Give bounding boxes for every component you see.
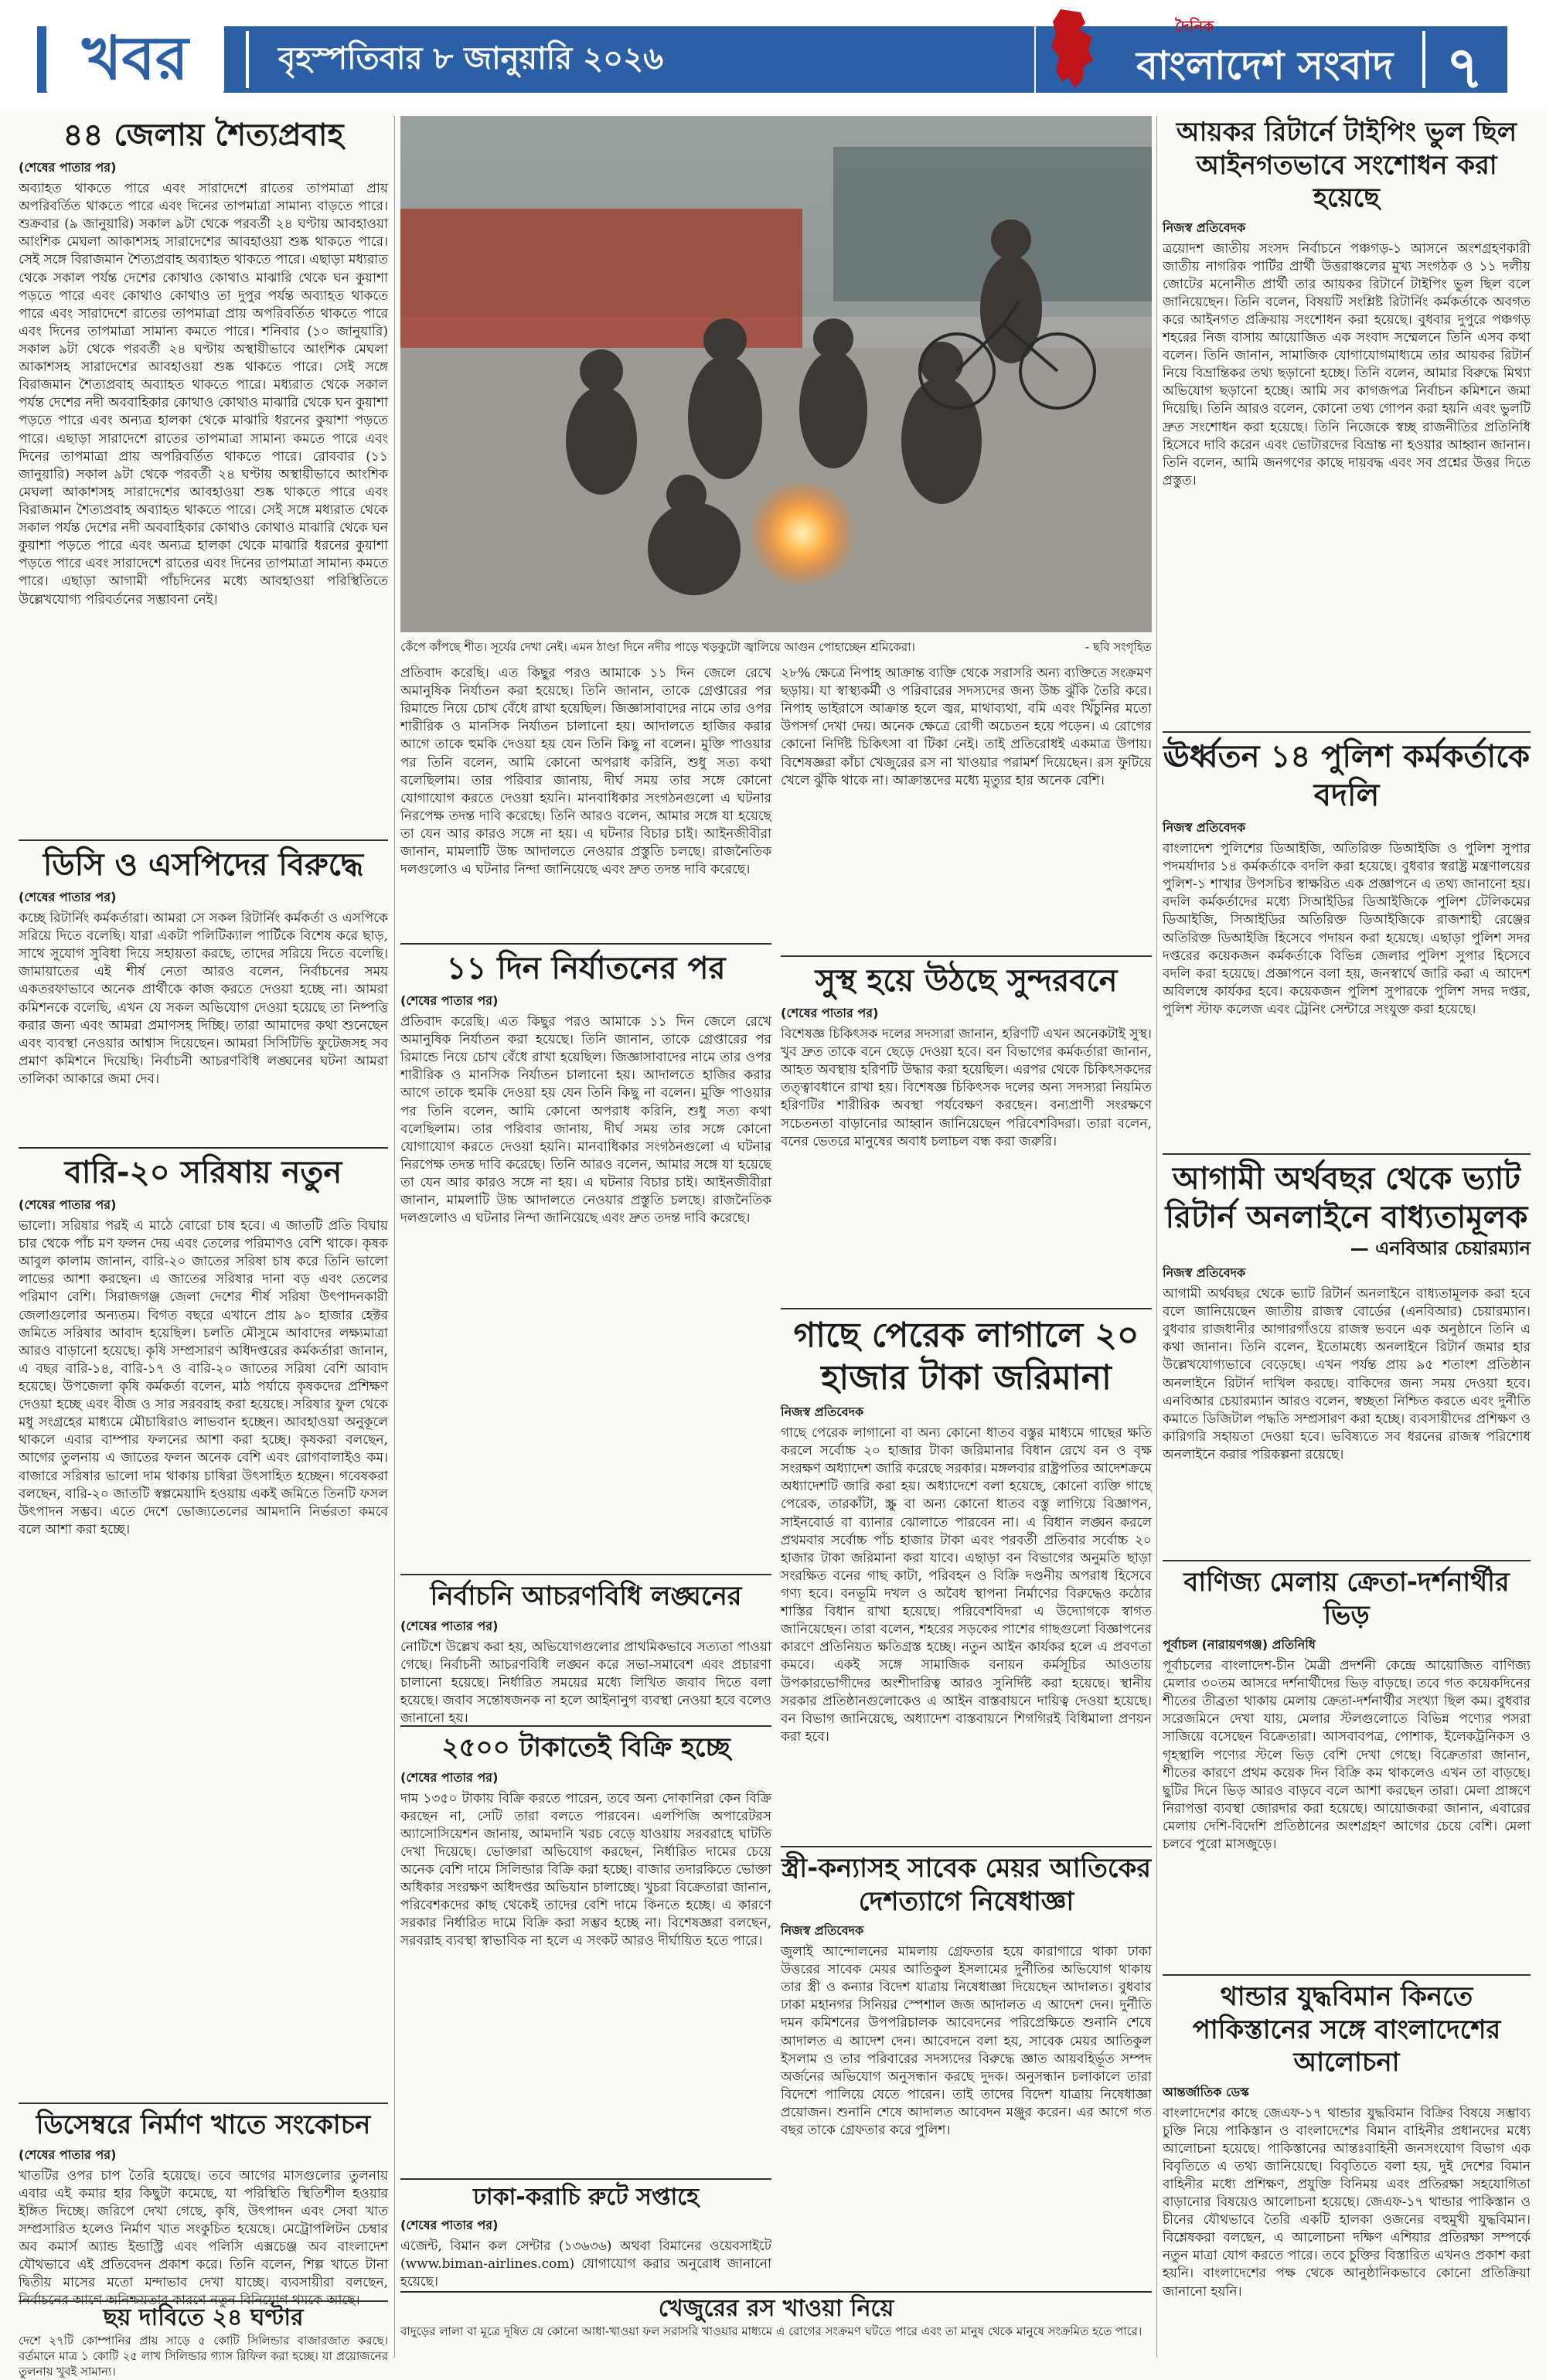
kicker: (শেষের পাতার পর) [400, 2217, 499, 2232]
article-nipah [781, 665, 1152, 951]
photo-caption: কেঁপে কাঁপছে শীত। সূর্যের দেখা নেই। এমন ঠাণ্ডা দিনে নদীর পাড়ে খড়কুটো জ্বালিয়ে আগুন পোহাচ্ছেন শ্রমিকেরা। [400, 640, 915, 654]
column-rule [1156, 116, 1157, 2358]
body-text: প্রতিবাদ করেছি। এত কিছুর পরও আমাকে ১১ দিন জেলে রেখে অমানুষিক নির্যাতন করা হয়েছে। তিনি জানান, তাকে গ্রেপ্তারের পর রিমান্ডে নিয়ে চোখ বেঁধে রাখা হয়েছিল। জিজ্ঞাসাবাদের নামে তার ওপর শারীরিক ও মানসিক নির্যাতন চালানো হয়। আদালতে হাজির করার আগে তাকে হুমকি দেওয়া হয় যেন তিনি কিছু না বলেন। মুক্তি পাওয়ার পর তিনি বলেন, আমি কোনো অপরাধ করিনি, শুধু সত্য কথা বলেছিলাম। তার পরিবার জানায়, দীর্ঘ সময় তার সঙ্গে কোনো যোগাযোগ করতে দেওয়া হয়নি। মানবাধিকার সংগঠনগুলো এ ঘটনার নিরপেক্ষ তদন্ত দাবি করেছে। তিনি আরও বলেন, আমার সঙ্গে যা হয়েছে তা যেন আর কারও সঙ্গে না হয়। এ ঘটনার বিচার চাই। আইনজীবীরা জানান, মামলাটি উচ্চ আদালতে নেওয়ার প্রস্তুতি চলছে। রাজনৈতিক দলগুলোও এ ঘটনার নিন্দা জানিয়েছে এবং দ্রুত তদন্ত দাবি করেছে। [400, 666, 771, 878]
article-date-juice [400, 2291, 1152, 2371]
headline-11-days: ১১ দিন নির্যাতনের পর [446, 951, 726, 986]
article-tree-fine [781, 1308, 1152, 1841]
kicker: (শেষের পাতার পর) [400, 1618, 499, 1633]
headline-byline: — এনবিআর চেয়ারম্যান [1350, 1238, 1531, 1259]
kicker: নিজস্ব প্রতিবেদক [781, 1405, 864, 1419]
headline-bari-mustard: বারি-২০ সরিষায় নতুন [64, 1155, 342, 1190]
headline-2500-taka: ২৫০০ টাকাতেই বিক্রি হচ্ছে [441, 1732, 730, 1763]
body-text: নোটিশে উল্লেখ করা হয়, অভিযোগগুলোর প্রাথমিকভাবে সত্যতা পাওয়া গেছে। নির্বাচনী আচরণবিধি লঙ্ঘন করে সভা-সমাবেশ এবং প্রচারণা চালানো হয়েছে। নির্ধারিত সময়ের মধ্যে লিখিত জবাব দিতে বলা হয়েছে। জবাব সন্তোষজনক না হলে আইনানুগ ব্যবস্থা নেওয়া হবে বলেও জানানো হয়। [400, 1639, 771, 1726]
headline-dc-sp: ডিসি ও এসপিদের বিরুদ্ধে [43, 847, 364, 883]
headline-cold-wave: ৪৪ জেলায় শৈত্যপ্রবাহ [63, 117, 344, 153]
article-dc-sp [19, 839, 388, 1141]
page-number: ৭ [1446, 33, 1484, 102]
issue-date: বৃহস্পতিবার ৮ জানুয়ারি ২০২৬ [278, 41, 664, 77]
headline-construction: ডিসেম্বরে নির্মাণ খাতে সংকোচন [36, 2109, 371, 2140]
body-text: বাংলাদেশ পুলিশের ডিআইজি, অতিরিক্ত ডিআইজি ও পুলিশ সুপার পদমর্যাদার ১৪ কর্মকর্তাকে বদলি করা হয়েছে। বুধবার স্বরাষ্ট্র মন্ত্রণালয়ের পুলিশ-১ শাখার উপসচিব স্বাক্ষরিত এক প্রজ্ঞাপনে এ তথ্য জানানো হয়। বদলি কর্মকর্তাদের মধ্যে সিআইডির ডিআইজিকে পুলিশ টেলিকমের ডিআইজি, সিআইডির অতিরিক্ত ডিআইজিকে রাজশাহী রেঞ্জের অতিরিক্ত ডিআইজি হিসেবে পদায়ন করা হয়েছে। এছাড়া পুলিশ সদর দপ্তরের কয়েকজন কর্মকর্তাকে বিভিন্ন জেলার পুলিশ সুপার হিসেবে বদলি করা হয়েছে। প্রজ্ঞাপনে বলা হয়, জনস্বার্থে জারি করা এ আদেশ অবিলম্বে কার্যকর হবে। কয়েকজন পুলিশ সুপারকে পুলিশ সদর দপ্তর, পুলিশ স্টাফ কলেজ এবং ট্রেনিং সেন্টারে সংযুক্ত করা হয়েছে। [1163, 841, 1531, 1017]
kicker: (শেষের পাতার পর) [781, 1006, 879, 1020]
body-text: বাদুড়ের লালা বা মূত্রে দূষিত যে কোনো আধা-খাওয়া ফল সরাসরি খাওয়ার মাধ্যমে এ রোগের সংক্রমণ ঘটতে পারে এবং তা মানুষ থেকে মানুষে সংক্রমিত হতে পারে। [400, 2324, 1142, 2338]
headline-tax-return: আয়কর রিটার্নে টাইপিং ভুল ছিল আইনগতভাবে সংশোধন করা হয়েছে [1176, 117, 1517, 213]
page-separator [1422, 31, 1425, 88]
photo-credit: - ছবি সংগৃহিত [1085, 640, 1152, 654]
kicker: নিজস্ব প্রতিবেদক [1163, 1265, 1246, 1280]
headline-sundarban: সুস্থ হয়ে উঠছে সুন্দরবনে [815, 963, 1118, 999]
body-text: ভালো। সরিষার পরই এ মাঠে বোরো চাষ হবে। এ জাতটি প্রতি বিঘায় চার থেকে পাঁচ মণ ফলন দেয় এবং তেলের পরিমাণও বেশি থাকে। কৃষক আবুল কালাম জানান, বারি-২০ জাতের সরিষা চাষ করে তিনি ভালো লাভের আশা করছেন। এ জাতের সরিষার দানা বড় এবং তেলের পরিমাণ বেশি। সিরাজগঞ্জ জেলা দেশের শীর্ষ সরিষা উৎপাদনকারী জেলাগুলোর অন্যতম। বিগত বছরে এখানে প্রায় ৯০ হাজার হেক্টর জমিতে সরিষার আবাদ হয়েছিল। চলতি মৌসুমে আবাদের লক্ষ্যমাত্রা আরও বাড়ানো হয়েছে। কৃষি সম্প্রসারণ অধিদপ্তরের কর্মকর্তারা জানান, এ বছর বারি-১৪, বারি-১৭ ও বারি-২০ জাতের সরিষা বেশি আবাদ হয়েছে। উপজেলা কৃষি কর্মকর্তা বলেন, মাঠ পর্যায়ে কৃষকদের প্রশিক্ষণ দেওয়া হচ্ছে এবং বীজ ও সার সরবরাহ করা হয়েছে। সরিষার ফুল থেকে মধু সংগ্রহের মাধ্যমে মৌচাষিরাও লাভবান হচ্ছেন। আবহাওয়া অনুকূলে থাকলে এবার বাম্পার ফলনের আশা করা হচ্ছে। কৃষকরা বলছেন, আগের তুলনায় এ জাতের ফলন অনেক বেশি এবং রোগবালাইও কম। বাজারে সরিষার ভালো দাম থাকায় চাষিরা উৎসাহিত হচ্ছেন। গবেষকরা বলছেন, বারি-২০ জাতটি স্বল্পমেয়াদি হওয়ায় একই জমিতে তিনটি ফসল উৎপাদন সম্ভব। এতে দেশে ভোজ্যতেলের আমদানি নির্ভরতা কমবে বলে আশা করা হচ্ছে। [19, 1218, 388, 1537]
brand-name: বাংলাদেশ সংবাদ [1136, 43, 1394, 88]
news-photo [400, 116, 1152, 632]
photo-caption-row [400, 637, 1152, 657]
kicker: নিজস্ব প্রতিবেদক [781, 1923, 864, 1938]
kicker: আন্তর্জাতিক ডেস্ক [1163, 2084, 1249, 2099]
article-construction [19, 2103, 388, 2309]
article-police-transfer [1163, 731, 1531, 1149]
kicker: নিজস্ব প্রতিবেদক [1163, 220, 1246, 235]
body-text: দাম ১৩৫০ টাকায় বিক্রি করতে পারেন, তবে অন্য দোকানিরা কেন বিক্রি করছেন না, সেটি তারা বলতে পারবেন। এলপিজি অপারেটরস অ্যাসোসিয়েশন জানায়, আমদানি খরচ বেড়ে যাওয়ায় সরবরাহে ঘাটতি দেখা দিয়েছে। ভোক্তারা অভিযোগ করছেন, নির্ধারিত দামের চেয়ে অনেক বেশি দামে সিলিন্ডার বিক্রি করা হচ্ছে। বাজার তদারকিতে ভোক্তা অধিকার সংরক্ষণ অধিদপ্তর অভিযান চালাচ্ছে। খুচরা বিক্রেতারা জানান, পরিবেশকদের কাছ থেকেই তাদের বেশি দামে কিনতে হচ্ছে। এ কারণে সরকার নির্ধারিত দামে বিক্রি করা সম্ভব হচ্ছে না। বিশেষজ্ঞরা বলছেন, সরবরাহ ব্যবস্থা স্বাভাবিক না হলে এ সংকট আরও দীর্ঘায়িত হতে পারে। [400, 1790, 771, 1949]
headline-tree-fine: গাছে পেরেক লাগালে ২০ হাজার টাকা জরিমানা [793, 1316, 1139, 1398]
body-text: দেশে ২৭টি কোম্পানির প্রায় সাড়ে ৫ কোটি সিলিন্ডার বাজারজাত করছে। বর্তমানে মাত্র ১ কোটি ২৫ লাখ সিলিন্ডার গ্যাস রিফিল করা হচ্ছে। যা প্রয়োজনের তুলনায় খুবই সামান্য। [19, 2333, 388, 2379]
headline-trade-fair: বাণিজ্য মেলায় ক্রেতা-দর্শনার্থীর ভিড় [1183, 1567, 1510, 1631]
brand-daily-label: দৈনিক [1175, 17, 1214, 36]
newspaper-brand [1082, 11, 1394, 96]
body-text: গাছে পেরেক লাগানো বা অন্য কোনো ধাতব বস্তুর মাধ্যমে গাছের ক্ষতি করলে সর্বোচ্চ ২০ হাজার টাকা জরিমানার বিধান রেখে বন ও বৃক্ষ সংরক্ষণ অধ্যাদেশ জারি করেছে সরকার। মঙ্গলবার রাষ্ট্রপতির আদেশক্রমে অধ্যাদেশটি জারি করা হয়। অধ্যাদেশে বলা হয়েছে, কোনো ব্যক্তি গাছে পেরেক, তারকাঁটা, স্ক্রু বা অন্য কোনো ধাতব বস্তু লাগিয়ে বিজ্ঞাপন, সাইনবোর্ড বা ব্যানার ঝোলাতে পারবেন না। এ বিধান লঙ্ঘন করলে প্রথমবার সর্বোচ্চ পাঁচ হাজার টাকা এবং পরবর্তী প্রতিবার সর্বোচ্চ ২০ হাজার টাকা জরিমানা করা যাবে। এছাড়া বন বিভাগের অনুমতি ছাড়া সংরক্ষিত বনের গাছ কাটা, পরিবহন ও বিক্রি দণ্ডনীয় অপরাধ হিসেবে গণ্য হবে। বনভূমি দখল ও অবৈধ স্থাপনা নির্মাণের বিরুদ্ধেও কঠোর শাস্তির বিধান রাখা হয়েছে। পরিবেশবিদরা এ উদ্যোগকে স্বাগত জানিয়েছেন। তারা বলেন, শহরের সড়কের পাশের গাছগুলো বিজ্ঞাপনের কারণে প্রতিনিয়ত ক্ষতিগ্রস্ত হচ্ছে। নতুন আইন কার্যকর হলে এ প্রবণতা কমবে। একই সঙ্গে সামাজিক বনায়ন কর্মসূচির আওতায় উপকারভোগীদের অংশীদারিত্ব আরও সুনির্দিষ্ট করা হয়েছে। স্থানীয় সরকার প্রতিষ্ঠানগুলোকেও এ আইন বাস্তবায়নে দায়িত্ব দেওয়া হয়েছে। বন বিভাগ জানিয়েছে, অধ্যাদেশ বাস্তবায়নে শিগগিরই বিধিমালা প্রণয়ন করা হবে। [781, 1425, 1152, 1745]
body-text: প্রতিবাদ করেছি। এত কিছুর পরও আমাকে ১১ দিন জেলে রেখে অমানুষিক নির্যাতন করা হয়েছে। তিনি জানান, তাকে গ্রেপ্তারের পর রিমান্ডে নিয়ে চোখ বেঁধে রাখা হয়েছিল। জিজ্ঞাসাবাদের নামে তার ওপর শারীরিক ও মানসিক নির্যাতন চালানো হয়। আদালতে হাজির করার আগে তাকে হুমকি দেওয়া হয় যেন তিনি কিছু না বলেন। মুক্তি পাওয়ার পর তিনি বলেন, আমি কোনো অপরাধ করিনি, শুধু সত্য কথা বলেছিলাম। তার পরিবার জানায়, দীর্ঘ সময় তার সঙ্গে কোনো যোগাযোগ করতে দেওয়া হয়নি। মানবাধিকার সংগঠনগুলো এ ঘটনার নিরপেক্ষ তদন্ত দাবি করেছে। তিনি আরও বলেন, আমার সঙ্গে যা হয়েছে তা যেন আর কারও সঙ্গে না হয়। এ ঘটনার বিচার চাই। আইনজীবীরা জানান, মামলাটি উচ্চ আদালতে নেওয়ার প্রস্তুতি চলছে। রাজনৈতিক দলগুলোও এ ঘটনার নিন্দা জানিয়েছে এবং দ্রুত তদন্ত দাবি করেছে। [400, 1014, 771, 1227]
body-text: এজেন্ট, বিমান কল সেন্টার (১৩৬৩৬) অথবা বিমানের ওয়েবসাইটে (www.biman-airlines.com) যোগাযোগ করার অনুরোধ জানানো হয়েছে। [400, 2238, 771, 2290]
headline-24-hours: ছয় দাবিতে ২৪ ঘণ্টার [103, 2304, 304, 2331]
article-cold-wave [19, 116, 388, 835]
body-text: খাতটির ওপর চাপ তৈরি হয়েছে। তবে আগের মাসগুলোর তুলনায় এবার এই কমার হার কিছুটা কমেছে, যা পরিস্থিতি স্থিতিশীল হওয়ার ইঙ্গিত দিচ্ছে। জরিপে দেখা গেছে, কৃষি, উৎপাদন এবং সেবা খাত সম্প্রসারিত হলেও নির্মাণ খাত সংকুচিত হয়েছে। মেট্রোপলিটন চেম্বার অব কমার্স অ্যান্ড ইন্ডাস্ট্রি এবং পলিসি এক্সচেঞ্জ অব বাংলাদেশ যৌথভাবে এই প্রতিবেদন প্রকাশ করে। তিনি বলেন, শিল্প খাতে টানা দ্বিতীয় মাসের মতো মন্দাভাব দেখা যাচ্ছে। ব্যবসায়ীরা বলছেন, নির্বাচনের আগে অনিশ্চয়তার কারণে নতুন বিনিয়োগ থমকে আছে। [19, 2167, 388, 2309]
body-text: বিশেষজ্ঞ চিকিৎসক দলের সদস্যরা জানান, হরিণটি এখন অনেকটাই সুস্থ। খুব দ্রুত তাকে বনে ছেড়ে দেওয়া হবে। বন বিভাগের কর্মকর্তারা জানান, আহত অবস্থায় হরিণটি উদ্ধার করা হয়েছিল। এরপর থেকে চিকিৎসকদের তত্ত্বাবধানে রাখা হয়। বিশেষজ্ঞ চিকিৎসক দলের অন্য সদস্যরা নিয়মিত হরিণটির শারীরিক অবস্থা পর্যবেক্ষণ করছেন। বন্যপ্রাণী সংরক্ষণে সচেতনতা বাড়ানোর আহ্বান জানিয়েছেন পরিবেশবিদরা। তারা বলেন, বনের ভেতরে মানুষের অবাধ চলাচল বন্ধ করা জরুরি। [781, 1027, 1152, 1149]
masthead-separator [246, 31, 249, 88]
body-text: জুলাই আন্দোলনের মামলায় গ্রেফতার হয়ে কারাগারে থাকা ঢাকা উত্তরের সাবেক মেয়র আতিকুল ইসলামের দুর্নীতির অভিযোগ থাকায় তার স্ত্রী ও কন্যার বিদেশ যাত্রায় নিষেধাজ্ঞা দিয়েছেন আদালত। বুধবার ঢাকা মহানগর সিনিয়র স্পেশাল জজ আদালত এ আদেশ দেন। দুর্নীতি দমন কমিশনের উপপরিচালক আবেদনের পরিপ্রেক্ষিতে শুনানি শেষে আদালত এ আদেশ দেন। আবেদনে বলা হয়, সাবেক মেয়র আতিকুল ইসলাম ও তার পরিবারের সদস্যদের বিরুদ্ধে জ্ঞাত আয়বহির্ভূত সম্পদ অর্জনের অভিযোগ অনুসন্ধান করছে দুদক। অনুসন্ধান চলাকালে তারা বিদেশে পালিয়ে যেতে পারেন। তাই তাদের বিদেশ যাত্রায় নিষেধাজ্ঞা প্রয়োজন। শুনানি শেষে আদালত আবেদন মঞ্জুর করেন। এর আগে গত বছর তাকে গ্রেফতার করে পুলিশ। [781, 1944, 1152, 2139]
article-11-days [400, 943, 771, 1569]
body-text: কচ্ছে রিটার্নিং কর্মকর্তারা। আমরা সে সকল রিটার্নিং কর্মকর্তা ও এসপিকে সরিয়ে দিতে বলেছি। যারা একটা পলিটিক্যাল পার্টিকে বিশেষ করে ছাড়, সাথে সুযোগ সুবিধা দিয়ে সহায়তা করছে, তাদের সরিয়ে দিতে বলেছি। জামায়াতের এই শীর্ষ নেতা আরও বলেন, নির্বাচনের সময় একতরফাভাবে অনেক প্রার্থীকে কাজ করতে দেওয়া হচ্ছে না। আমরা কমিশনকে বলেছি, এখন যে সকল অভিযোগ দেওয়া হয়েছে তা নিষ্পত্তি করার জন্য এবং আমরা প্রমাণসহ দিচ্ছি। তারা আমাদের কথা শুনেছেন এবং ব্যবস্থা নেওয়ার আশ্বাস দিয়েছেন। আমরা সিসিটিভি ফুটেজসহ সব প্রমাণ কমিশনে দিয়েছি। নির্বাচনী আচরণবিধি লঙ্ঘনের ঘটনা আমরা তালিকা আকারে জমা দেব। [19, 911, 388, 1087]
headline-thunder-jets: থান্ডার যুদ্ধবিমান কিনতে পাকিস্তানের সঙ্গে বাংলাদেশের আলোচনা [1192, 1981, 1501, 2078]
article-continuation [400, 665, 771, 935]
kicker: (শেষের পাতার পর) [400, 1769, 499, 1785]
article-2500-taka [400, 1725, 771, 2174]
article-24-hours [19, 2300, 388, 2379]
body-text: আগামী অর্থবছর থেকে ভ্যাট রিটার্ন অনলাইনে বাধ্যতামূলক করা হবে বলে জানিয়েছেন জাতীয় রাজস্ব বোর্ডের (এনবিআর) চেয়ারম্যান। বুধবার রাজধানীর আগারগাঁওয়ে রাজস্ব ভবনে এক অনুষ্ঠানে তিনি এ কথা জানান। তিনি বলেন, ইতোমধ্যে অনলাইনে রিটার্ন জমার হার উল্লেখযোগ্যভাবে বেড়েছে। এখন পর্যন্ত প্রায় ৯৫ শতাংশ প্রতিষ্ঠান অনলাইনে রিটার্ন দাখিল করছে। বাকিদের জন্য সময় দেওয়া হবে। এনবিআর চেয়ারম্যান আরও বলেন, স্বচ্ছতা নিশ্চিত করতে এবং দুর্নীতি কমাতে ডিজিটাল পদ্ধতি সম্প্রসারণ করা হচ্ছে। ব্যবসায়ীদের প্রশিক্ষণ ও কারিগরি সহায়তা দেওয়া হবে। ভবিষ্যতে সব ধরনের রাজস্ব পরিশোধ অনলাইনে করার পরিকল্পনা রয়েছে। [1163, 1286, 1531, 1462]
headline-mayor-ban: স্ত্রী-কন্যাসহ সাবেক মেয়র আতিকের দেশত্যাগে নিষেধাজ্ঞা [781, 1853, 1151, 1917]
article-dhaka-karachi [400, 2178, 771, 2290]
kicker: (শেষের পাতার পর) [19, 2147, 117, 2162]
article-mayor-ban [781, 1846, 1152, 2286]
article-vat-online [1163, 1153, 1531, 1555]
headline-vat-online: আগামী অর্থবছর থেকে ভ্যাট রিটার্ন অনলাইনে বাধ্যতামূলক [1165, 1161, 1528, 1235]
workers-warming-fire-image [400, 116, 1152, 632]
kicker: পূর্বাচল (নারায়ণগঞ্জ) প্রতিনিধি [1163, 1637, 1316, 1652]
kicker: (শেষের পাতার পর) [19, 160, 117, 175]
article-trade-fair [1163, 1560, 1531, 1970]
kicker: (শেষের পাতার পর) [19, 1197, 117, 1212]
body-text: অব্যাহত থাকতে পারে এবং সারাদেশে রাতের তাপমাত্রা প্রায় অপরিবর্তিত থাকতে পারে এবং দিনের তাপমাত্রা সামান্য বাড়তে পারে। শুক্রবার (৯ জানুয়ারি) সকাল ৯টা থেকে পরবর্তী ২৪ ঘণ্টায় আবহাওয়া আংশিক মেঘলা আকাশসহ সারাদেশের আবহাওয়া শুষ্ক থাকতে পারে। সেই সঙ্গে বিরাজমান শৈত্যপ্রবাহ অব্যাহত থাকতে পারে। এছাড়া মধ্যরাত থেকে সকাল পর্যন্ত দেশের কোথাও কোথাও মাঝারি থেকে ঘন কুয়াশা পড়তে পারে এবং কোথাও কোথাও তা দুপুর পর্যন্ত অব্যাহত থাকতে পারে এবং সারাদেশে রাতের তাপমাত্রা প্রায় অপরিবর্তিত থাকতে পারে এবং দিনের তাপমাত্রা সামান্য কমতে পারে। শনিবার (১০ জানুয়ারি) সকাল ৯টা থেকে পরবর্তী ২৪ ঘণ্টায় অস্থায়ীভাবে আংশিক মেঘলা আকাশসহ সারাদেশের আবহাওয়া শুষ্ক থাকতে পারে। সেই সঙ্গে বিরাজমান শৈত্যপ্রবাহ অব্যাহত থাকতে পারে। মধ্যরাত থেকে সকাল পর্যন্ত দেশের নদী অববাহিকার কোথাও কোথাও মাঝারি থেকে ঘন কুয়াশা পড়তে পারে এবং অন্যত্র হালকা থেকে মাঝারি ধরনের কুয়াশা পড়তে পারে। এছাড়া সারাদেশে রাতের তাপমাত্রা সামান্য কমতে পারে এবং দিনের তাপমাত্রা প্রায় অপরিবর্তিত থাকতে পারে। রোববার (১১ জানুয়ারি) সকাল ৯টা থেকে পরবর্তী ২৪ ঘণ্টায় অস্থায়ীভাবে আংশিক মেঘলা আকাশসহ সারাদেশের আবহাওয়া শুষ্ক থাকতে পারে এবং বিরাজমান শৈত্যপ্রবাহ অব্যাহত থাকতে পারে। সেই সঙ্গে মধ্যরাত থেকে সকাল পর্যন্ত দেশের নদী অববাহিকার কোথাও কোথাও মাঝারি থেকে ঘন কুয়াশা পড়তে পারে এবং অন্যত্র হালকা থেকে মাঝারি ধরনের কুয়াশা পড়তে পারে এবং সারাদেশে রাতের এবং দিনের তাপমাত্রা সামান্য কমতে পারে। এছাড়া আগামী পাঁচদিনের মধ্যে আবহাওয়া পরিস্থিতিতে উল্লেখযোগ্য পরিবর্তনের সম্ভাবনা নেই। [19, 181, 388, 608]
body-text: বাংলাদেশের কাছে জেএফ-১৭ থান্ডার যুদ্ধবিমান বিক্রির বিষয়ে সম্ভাব্য চুক্তি নিয়ে পাকিস্তান ও বাংলাদেশের বিমান বাহিনীর প্রধানদের মধ্যে আলোচনা হয়েছে। পাকিস্তানের আন্তঃবাহিনী জনসংযোগ বিভাগ এক বিবৃতিতে এ তথ্য জানিয়েছে। বিবৃতিতে বলা হয়, দুই দেশের বিমান বাহিনীর মধ্যে প্রশিক্ষণ, প্রযুক্তি বিনিময় এবং প্রতিরক্ষা সহযোগিতা বাড়ানোর বিষয়েও আলোচনা হয়েছে। জেএফ-১৭ থান্ডার পাকিস্তান ও চীনের যৌথভাবে তৈরি একটি হালকা ওজনের বহুমুখী যুদ্ধবিমান। বিশ্লেষকরা বলছেন, এ আলোচনা দক্ষিণ এশিয়ার প্রতিরক্ষা সম্পর্কে নতুন মাত্রা যোগ করতে পারে। তবে চুক্তির বিস্তারিত এখনও প্রকাশ করা হয়নি। বাংলাদেশের পক্ষ থেকে আনুষ্ঠানিকভাবে কোনো প্রতিক্রিয়া জানানো হয়নি। [1163, 2105, 1531, 2300]
article-bari-mustard [19, 1147, 388, 2098]
body-text: পূর্বাচলের বাংলাদেশ-চীন মৈত্রী প্রদর্শনী কেন্দ্রে আয়োজিত বাণিজ্য মেলার ৩০তম আসরে দর্শনার্থীদের ভিড় বাড়ছে। তবে গত কয়েকদিনের শীতের তীব্রতা থাকায় মেলায় ক্রেতা-দর্শনার্থীর সংখ্যা ছিল কম। বুধবার সরেজমিনে দেখা যায়, মেলার স্টলগুলোতে বিভিন্ন পণ্যের পসরা সাজিয়ে বসেছেন বিক্রেতারা। আসবাবপত্র, পোশাক, ইলেকট্রনিকস ও গৃহস্থালি পণ্যের স্টলে ভিড় বেশি দেখা গেছে। বিক্রেতারা জানান, শীতের কারণে প্রথম কয়েক দিন বিক্রি কম থাকলেও এখন তা বাড়ছে। ছুটির দিনে ভিড় আরও বাড়বে বলে আশা করছেন তারা। মেলা প্রাঙ্গণে নিরাপত্তা ব্যবস্থা জোরদার করা হয়েছে। আয়োজকরা জানান, এবারের মেলায় দেশি-বিদেশি প্রতিষ্ঠানের অংশগ্রহণ আগের চেয়ে বেশি। মেলা চলবে পুরো মাসজুড়ে। [1163, 1658, 1531, 1853]
section-title: খবর [46, 23, 224, 94]
body-text: ২৮% ক্ষেত্রে নিপাহ আক্রান্ত ব্যক্তি থেকে সরাসরি অন্য ব্যক্তিতে সংক্রমণ ছড়ায়। যা স্বাস্থ্যকর্মী ও পরিবারের সদস্যদের জন্য উচ্চ ঝুঁকি তৈরি করে। নিপাহ ভাইরাসে আক্রান্ত হলে জ্বর, মাথাব্যথা, বমি এবং খিঁচুনির মতো উপসর্গ দেখা দেয়। অনেক ক্ষেত্রে রোগী অচেতন হয়ে পড়েন। এ রোগের কোনো নির্দিষ্ট চিকিৎসা বা টিকা নেই। তাই প্রতিরোধই একমাত্র উপায়। বিশেষজ্ঞরা কাঁচা খেজুরের রস না খাওয়ার পরামর্শ দিয়েছেন। রস ফুটিয়ে খেলে ঝুঁকি থাকে না। আক্রান্তদের মধ্যে মৃত্যুর হার অনেক বেশি। [781, 666, 1152, 788]
headline-election-code: নির্বাচনি আচরণবিধি লঙ্ঘনের [430, 1581, 742, 1612]
kicker: (শেষের পাতার পর) [400, 993, 499, 1008]
article-tax-return [1163, 116, 1531, 727]
kicker: (শেষের পাতার পর) [19, 890, 117, 904]
masthead [0, 0, 1546, 108]
column-rule [394, 116, 395, 2358]
headline-date-juice: খেজুরের রস খাওয়া নিয়ে [658, 2295, 894, 2322]
kicker: নিজস্ব প্রতিবেদক [1163, 820, 1246, 835]
headline-dhaka-karachi: ঢাকা-করাচি রুটে সপ্তাহে [472, 2184, 700, 2211]
article-election-code [400, 1574, 771, 1726]
body-text: ত্রয়োদশ জাতীয় সংসদ নির্বাচনে পঞ্চগড়-১ আসনে অংশগ্রহণকারী জাতীয় নাগরিক পার্টির প্রার্থী উত্তরাঞ্চলের মুখ্য সংগঠক ও ১১ দলীয় জোটের মনোনীত প্রার্থী তার আয়কর রিটার্নে টাইপিং ভুল ছিল বলে জানিয়েছেন। তিনি বলেন, বিষয়টি সংশ্লিষ্ট রিটার্নিং কর্মকর্তাকে অবগত করে আইনগত প্রক্রিয়ায় সংশোধন করা হয়েছে। বুধবার দুপুরে পঞ্চগড় শহরের নিজ বাসায় আয়োজিত এক সংবাদ সম্মেলনে তিনি এসব কথা বলেন। তিনি জানান, সামাজিক যোগাযোগমাধ্যমে তার আয়কর রিটার্ন নিয়ে বিভ্রান্তিকর তথ্য ছড়ানো হচ্ছে। তিনি বলেন, আমার বিরুদ্ধে মিথ্যা অভিযোগ ছড়ানো হচ্ছে। আমি সব কাগজপত্র নির্বাচন কমিশনে জমা দিয়েছি। তিনি আরও বলেন, কোনো তথ্য গোপন করা হয়নি এবং ভুলটি দ্রুত সংশোধন করা হয়েছে। তিনি নিজেকে স্বচ্ছ রাজনীতির প্রতিনিধি হিসেবে দাবি করেন এবং ভোটারদের বিভ্রান্ত না হওয়ার আহ্বান জানান। তিনি বলেন, আমি জনগণের কাছে দায়বদ্ধ এবং সব প্রশ্নের উত্তর দিতে প্রস্তুত। [1163, 240, 1531, 489]
article-thunder-jets [1163, 1974, 1531, 2370]
article-sundarban [781, 955, 1152, 1303]
headline-police-transfer: ঊর্ধ্বতন ১৪ পুলিশ কর্মকর্তাকে বদলি [1163, 739, 1531, 813]
